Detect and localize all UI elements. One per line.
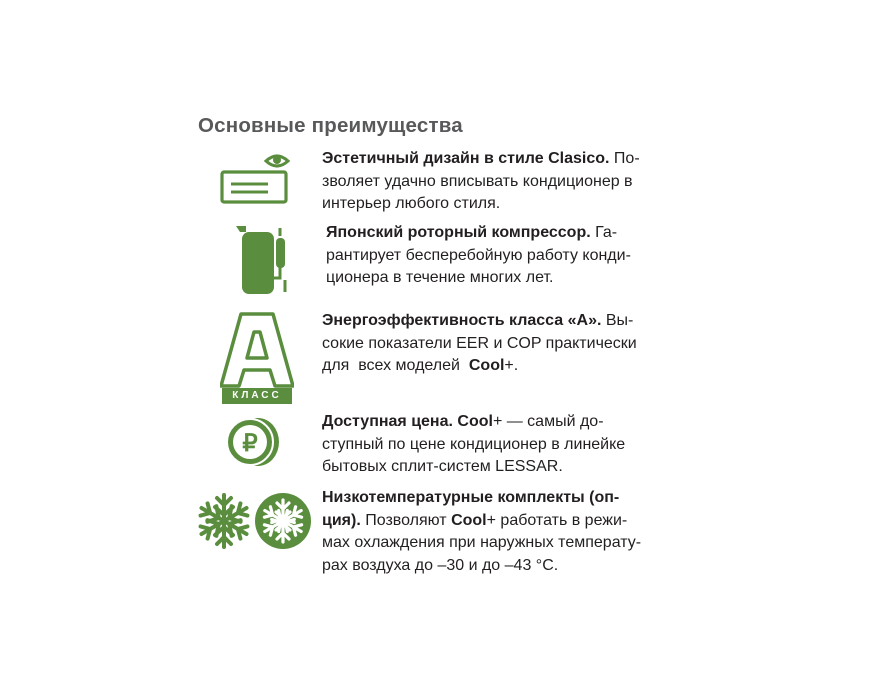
feature-line: ционера в течение многих лет. bbox=[326, 269, 554, 286]
feature-low-temp bbox=[322, 487, 694, 577]
snowflake-icons bbox=[196, 490, 312, 550]
feature-line: рах воздуха до –30 и до –43 °С. bbox=[322, 556, 559, 574]
ruble-coin-icon bbox=[226, 416, 282, 468]
feature-line: ция). Позволяют Cool+ работать в режи- bbox=[322, 511, 628, 529]
ac-unit-eye-icon bbox=[218, 150, 290, 206]
feature-line: мах охлаждения при наружных температу- bbox=[322, 534, 642, 551]
energy-class-a-icon bbox=[220, 312, 294, 404]
feature-line: бытовых сплит-систем LESSAR. bbox=[322, 458, 563, 475]
feature-line: интерьер любого стиля. bbox=[322, 195, 501, 212]
feature-line: ступный по цене кондиционер в линейке bbox=[322, 435, 626, 453]
feature-line: Энергоэффективность класса «А». Вы- bbox=[322, 312, 634, 329]
feature-line: Японский роторный компрессор. Га- bbox=[326, 224, 618, 241]
ruble-symbol: ₽ bbox=[242, 430, 258, 457]
feature-line: Доступная цена. Cool+ — самый до- bbox=[322, 413, 604, 430]
feature-line: зволяет удачно вписывать кондиционер в bbox=[322, 172, 633, 190]
feature-price bbox=[322, 411, 694, 479]
feature-line: Эстетичный дизайн в стиле Clasico. По- bbox=[322, 150, 640, 167]
feature-line: рантирует бесперебойную работу конди- bbox=[326, 246, 631, 264]
feature-line: сокие показатели EER и COP практически bbox=[322, 334, 637, 352]
feature-energy-class bbox=[322, 310, 694, 378]
feature-compressor bbox=[326, 222, 698, 290]
feature-design bbox=[322, 148, 694, 216]
energy-class-label: КЛАСС bbox=[222, 388, 292, 404]
feature-line: Низкотемпературные комплекты (оп- bbox=[322, 489, 620, 506]
snowflake-circle-icon bbox=[254, 492, 312, 550]
feature-line: для всех моделей Cool+. bbox=[322, 357, 519, 374]
section-heading: Основные преимущества bbox=[198, 114, 463, 137]
snowflake-icon bbox=[196, 492, 252, 550]
compressor-icon bbox=[230, 222, 292, 296]
